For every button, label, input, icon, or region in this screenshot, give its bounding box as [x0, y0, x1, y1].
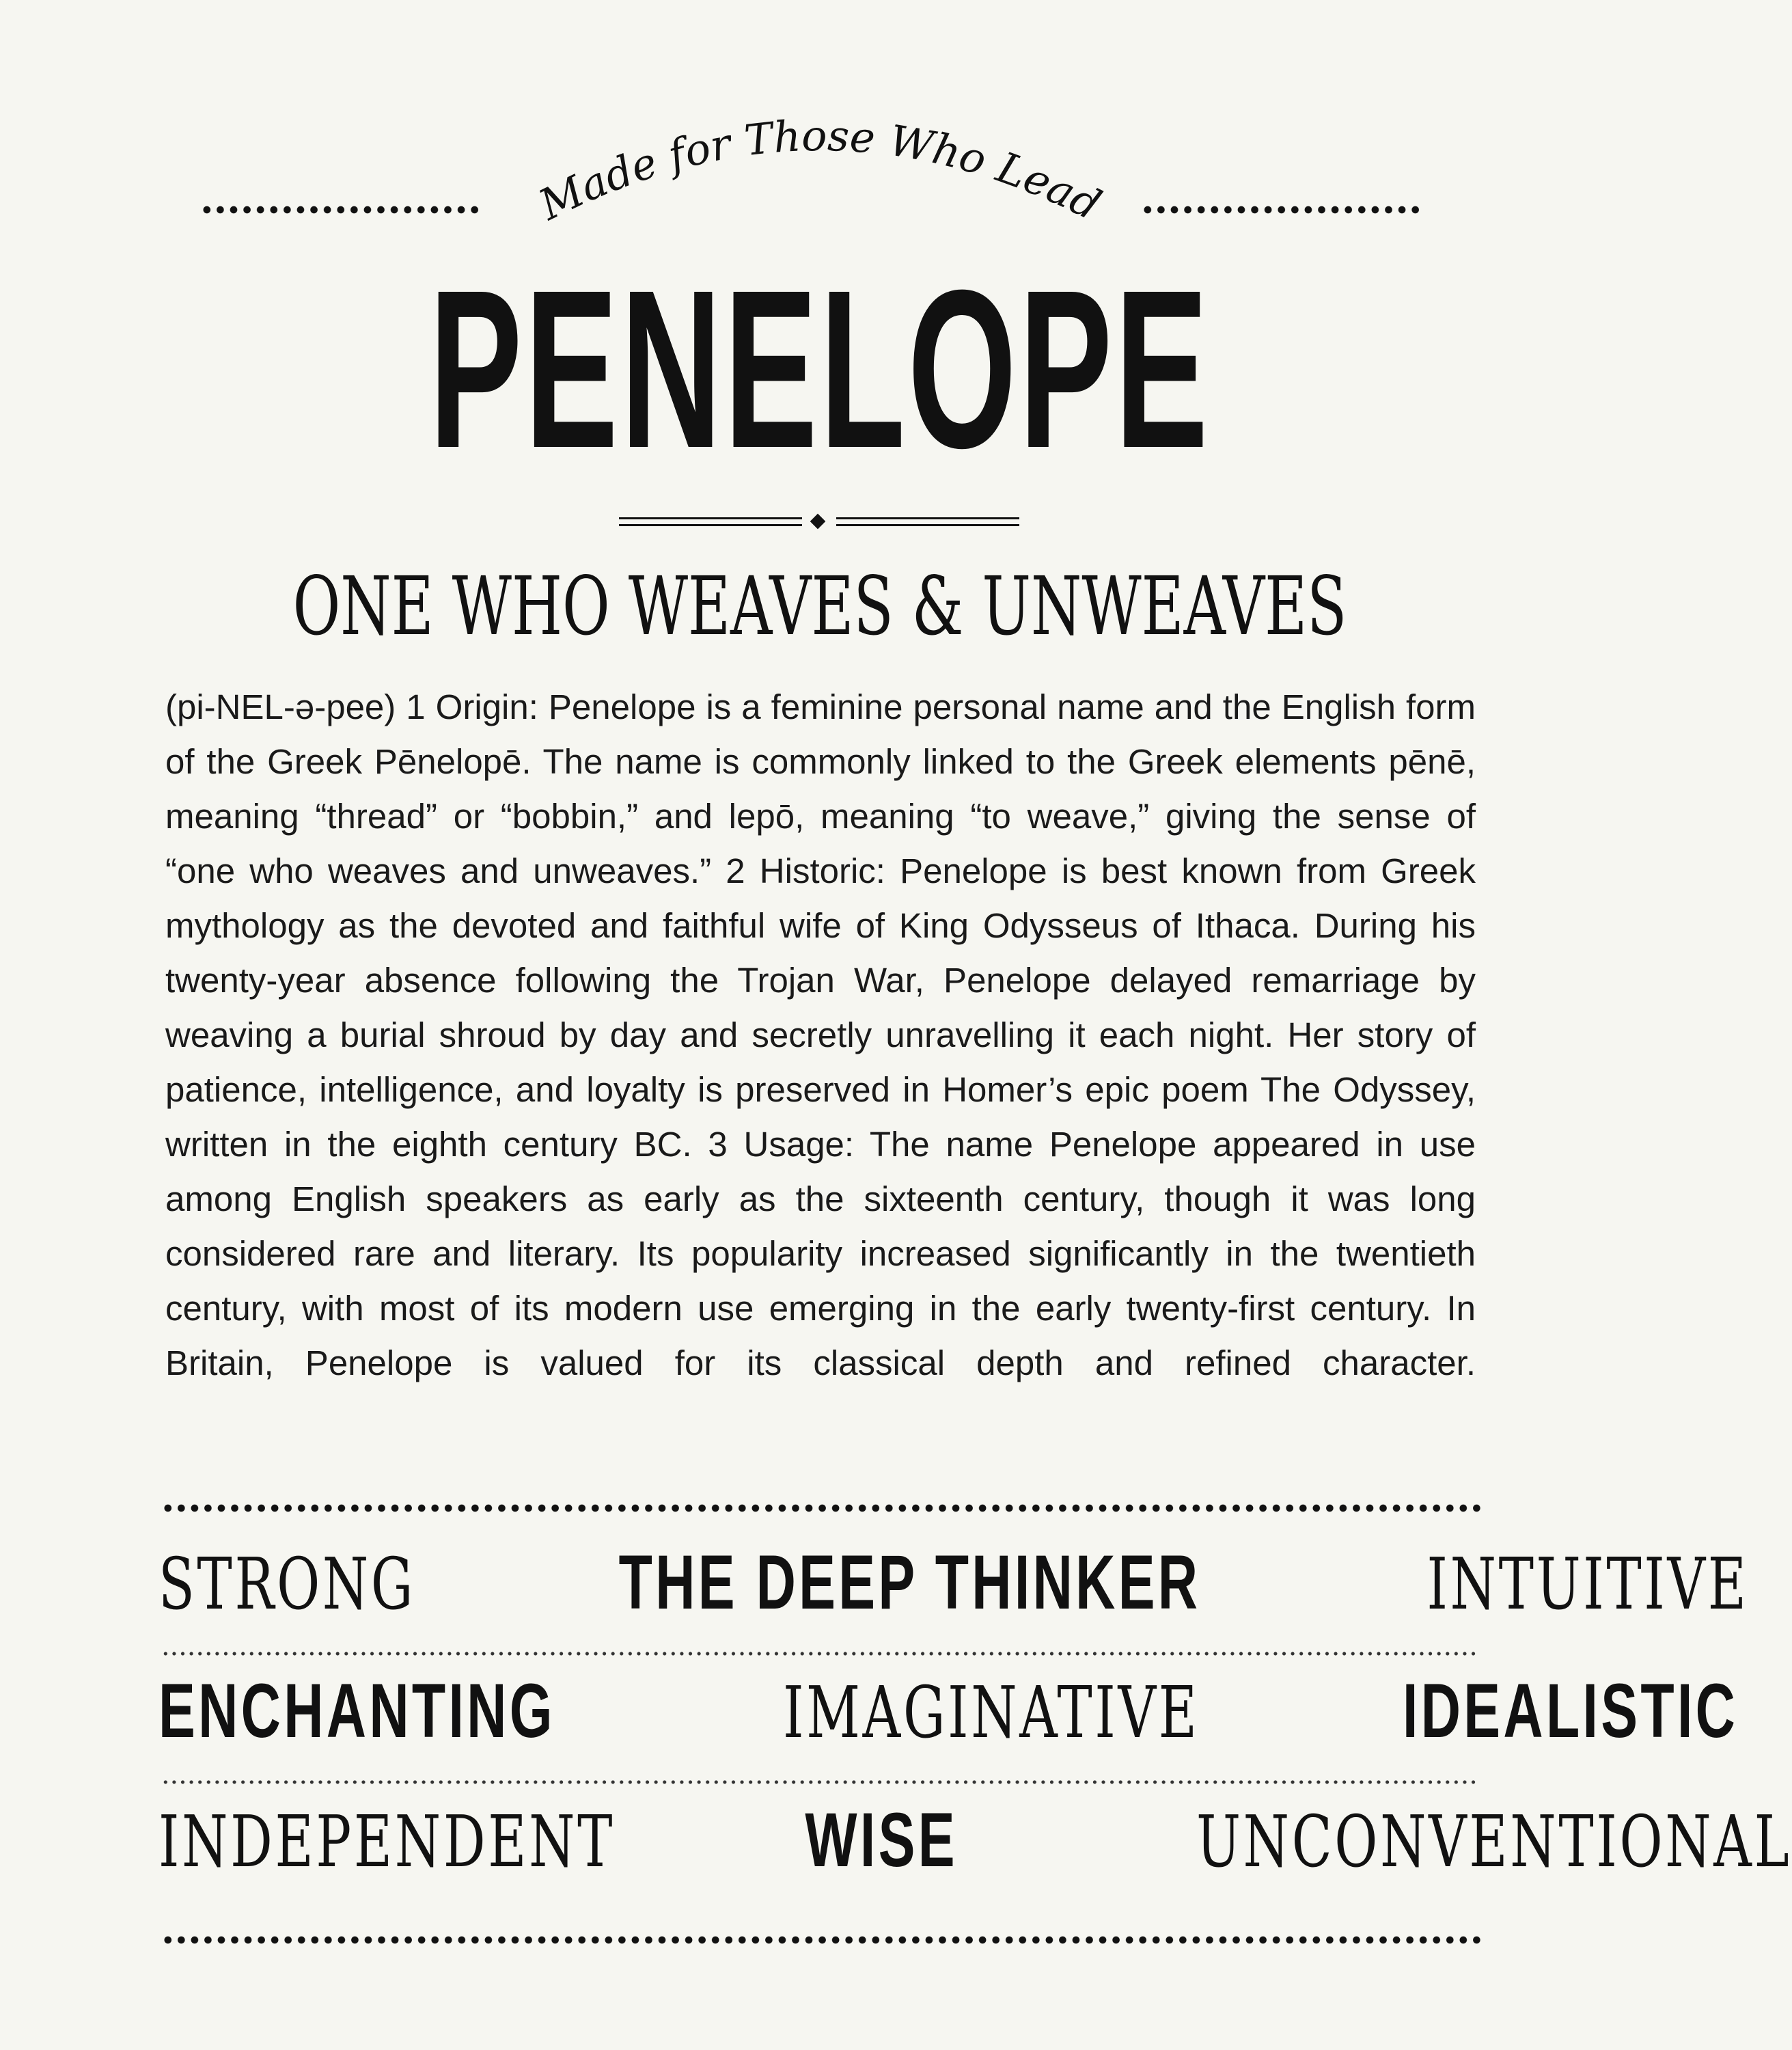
trait-word: STRONG	[158, 1542, 416, 1626]
dotted-separator	[161, 1932, 1483, 1948]
dotted-separator-small	[161, 1650, 1476, 1657]
trait-word: UNCONVENTIONAL	[1196, 1800, 1792, 1883]
trait-word: ENCHANTING	[158, 1668, 555, 1753]
trait-word: IDEALISTIC	[1403, 1668, 1739, 1753]
trait-word: THE DEEP THINKER	[618, 1540, 1201, 1625]
ornament-diamond-icon	[810, 514, 826, 530]
description-paragraph: (pi-NEL-ə-pee) 1 Origin: Penelope is a feminine personal name and the English form of the Greek Pēnelopē. The name is commonly linked to the Greek elements pēnē, meaning “thread” or “bobbin,” and lepō, meaning “to weave,” giving the sense of “one who weaves and unweaves.” 2 Historic: Penelope is best known from Greek mythology as the devoted and faithful wife of King Odysseus of Ithaca. During his twenty-year absence following the Trojan War, Penelope delayed remarriage by weaving a burial shroud by day and secretly unravelling it each night. Her story of patience, intelligence, and loyalty is preserved in Homer’s epic poem The Odyssey, written in the eighth century BC. 3 Usage: The name Penelope appeared in use among English speakers as early as the sixteenth century, though it was long considered rare and literary. Its popularity increased significantly in the twentieth century, with most of its modern use emerging in the early twenty-first century. In Britain, Penelope is valued for its classical depth and refined character.	[165, 687, 1476, 1382]
tagline-arc	[506, 102, 1134, 246]
trait-word: IMAGINATIVE	[782, 1671, 1200, 1754]
ornament-line	[619, 524, 802, 526]
dotted-separator-small	[161, 1779, 1476, 1786]
dotted-separator	[161, 1501, 1483, 1516]
ornament-line	[836, 524, 1019, 526]
trait-row	[158, 1797, 1792, 1883]
name-title: PENELOPE	[429, 243, 1211, 495]
header-dots-left	[200, 202, 482, 217]
trait-row	[158, 1668, 1739, 1754]
ornament-line	[619, 517, 802, 519]
trait-word: WISE	[805, 1797, 958, 1883]
meaning-subtitle: ONE WHO WEAVES & UNWEAVES	[292, 559, 1347, 653]
trait-word: INTUITIVE	[1426, 1542, 1749, 1626]
tagline: Made for Those Who Lead	[531, 110, 1109, 230]
ornament-line	[836, 517, 1019, 519]
header-dots-right	[1141, 202, 1422, 217]
trait-row	[158, 1540, 1749, 1626]
trait-word: INDEPENDENT	[158, 1800, 616, 1883]
